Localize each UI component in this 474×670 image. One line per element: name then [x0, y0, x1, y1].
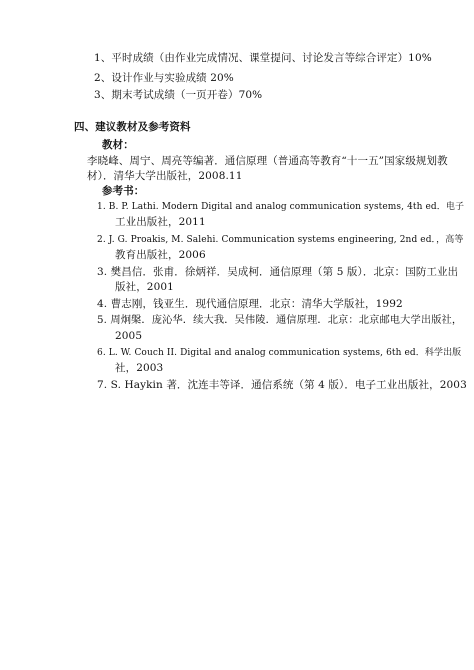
textbook-line-1: 李晓峰、周宁、周亮等编著．通信原理（普通高等教育“十一五”国家级规划教	[87, 155, 448, 167]
reference-2-line-1: 2. J. G. Proakis, M. Salehi. Communication systems engineering, 2nd ed．，高等	[97, 235, 464, 245]
reference-4: 4. 曹志刚，钱亚生．现代通信原理．北京：清华大学版社，1992	[97, 298, 403, 310]
reference-7: 7. S. Haykin 著．沈连丰等译．通信系统（第 4 版）．电子工业出版社，2003	[97, 379, 467, 391]
reference-5-line-1: 5. 周炯槃．庞沁华．续大我．吴伟陵．通信原理．北京：北京邮电大学出版社，	[97, 314, 463, 326]
grading-item-3: 3、期末考试成绩（一页开卷）70%	[94, 89, 263, 101]
references-label: 参考书：	[102, 185, 145, 197]
reference-6-line-2: 社，2003	[115, 362, 164, 374]
grading-item-2: 2、设计作业与实验成绩 20%	[94, 72, 234, 84]
textbook-line-2: 材）．清华大学出版社，2008.11	[87, 170, 243, 182]
section-heading: 四、建议教材及参考资料	[74, 121, 191, 133]
reference-2-line-2: 教育出版社，2006	[115, 249, 206, 261]
textbook-label: 教材：	[102, 139, 134, 151]
reference-5-line-2: 2005	[115, 330, 143, 342]
reference-1-line-2: 工业出版社，2011	[115, 216, 206, 228]
reference-3-line-2: 版社，2001	[115, 281, 174, 293]
reference-6-line-1: 6. L. W. Couch II. Digital and analog communication systems, 6th ed．科学出版	[97, 348, 462, 358]
reference-1-line-1: 1. B. P. Lathi. Modern Digital and analog communication systems, 4th ed．电子	[97, 202, 465, 212]
grading-item-1: 1、平时成绩（由作业完成情况、课堂提问、讨论发言等综合评定）10%	[94, 52, 432, 64]
reference-3-line-1: 3. 樊昌信．张甫．徐炳祥．吴成柯．通信原理（第 5 版）．北京：国防工业出	[97, 266, 459, 278]
